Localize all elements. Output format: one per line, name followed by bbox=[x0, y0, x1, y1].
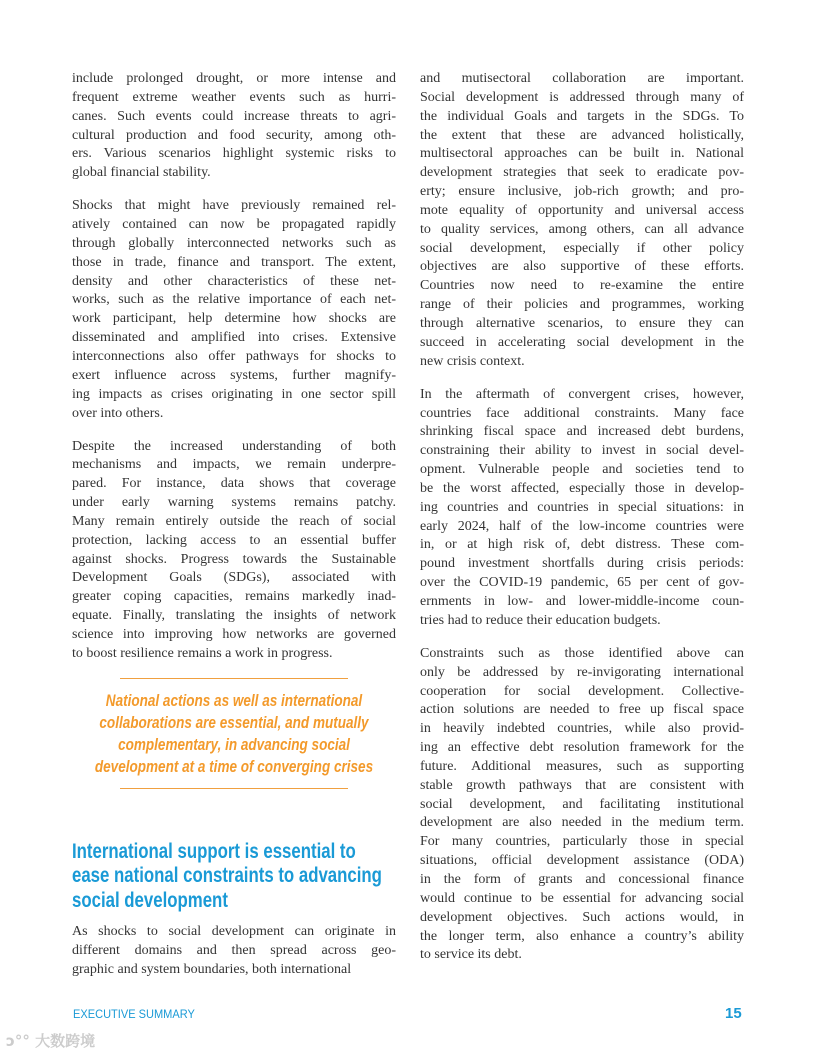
body-paragraph bbox=[72, 923, 396, 980]
left-column bbox=[72, 70, 396, 994]
body-paragraph bbox=[420, 645, 744, 965]
text-line: constraining their ability to invest in social devel- bbox=[420, 443, 744, 459]
text-line: work participant, help determine how shocks are bbox=[72, 311, 396, 327]
text-line: graphic and system boundaries, both international bbox=[72, 962, 352, 978]
body-paragraph bbox=[420, 70, 744, 372]
section-heading bbox=[72, 840, 396, 914]
pull-quote bbox=[72, 678, 396, 802]
text-line: frequent extreme weather events such as hurri- bbox=[72, 89, 396, 105]
text-line: disseminated and amplified into crises. Extensive bbox=[72, 330, 396, 346]
text-line: ing impacts as crises originating in one sector spill bbox=[72, 386, 396, 402]
text-line: multisectoral approaches can be built in. National bbox=[420, 146, 744, 162]
text-line: shrinking fiscal space and increased debt burdens, bbox=[420, 424, 744, 440]
section-heading-line: International support is essential to bbox=[72, 839, 356, 863]
body-paragraph bbox=[72, 197, 396, 423]
text-line: development are also needed in the medium term. bbox=[420, 815, 744, 831]
text-line: ing countries and countries in special situations: in bbox=[420, 499, 744, 515]
text-line: Social development is addressed through many of bbox=[420, 89, 744, 105]
body-paragraph bbox=[72, 70, 396, 183]
text-line: atively contained can now be propagated rapidly bbox=[72, 217, 396, 233]
text-line: Constraints such as those identified above can bbox=[420, 645, 744, 661]
text-line: countries face additional constraints. Many face bbox=[420, 405, 744, 421]
text-line: over into others. bbox=[72, 405, 164, 421]
body-paragraph bbox=[72, 438, 396, 664]
text-line: be the worst affected, especially those in develop- bbox=[420, 480, 744, 496]
right-column bbox=[420, 70, 744, 979]
text-line: to boost resilience remains a work in progress. bbox=[72, 645, 333, 661]
text-line: In the aftermath of convergent crises, however, bbox=[420, 386, 744, 402]
text-line: tries had to reduce their education budgets. bbox=[420, 612, 661, 628]
text-line: through alternative scenarios, to ensure they can bbox=[420, 315, 744, 331]
pull-quote-line: National actions as well as international bbox=[105, 691, 363, 710]
text-line: mote equality of opportunity and universal access bbox=[420, 202, 744, 218]
text-line: action solutions are needed to free up fiscal space bbox=[420, 702, 744, 718]
pull-quote-line: collaborations are essential, and mutually bbox=[99, 713, 369, 732]
text-line: For many countries, particularly those in special bbox=[420, 834, 744, 850]
text-line: equate. Finally, translating the insights of network bbox=[72, 608, 396, 624]
text-line: against shocks. Progress towards the Sustainable bbox=[72, 551, 396, 567]
watermark-text: 大数跨境 bbox=[35, 1032, 96, 1050]
pull-quote-line: development at a time of converging crises bbox=[94, 757, 374, 776]
text-line: pound investment shortfalls during crisis periods: bbox=[420, 556, 744, 572]
text-line: protection, lacking access to an essential buffer bbox=[72, 532, 396, 548]
text-line: stable growth pathways that are consistent with bbox=[420, 777, 744, 793]
text-line: in heavily indebted countries, while also provid- bbox=[420, 721, 744, 737]
text-line: over the COVID-19 pandemic, 65 per cent of gov- bbox=[420, 575, 744, 591]
text-line: greater coping capacities, remains markedly inad- bbox=[72, 589, 396, 605]
text-line: ers. Various scenarios highlight systemic risks to bbox=[72, 146, 396, 162]
text-line: density and other characteristics of these net- bbox=[72, 273, 396, 289]
text-line: range of their policies and programmes, working bbox=[420, 297, 744, 313]
text-line: under early warning systems remains patchy. bbox=[72, 495, 396, 511]
footer-section-label: EXECUTIVE SUMMARY bbox=[73, 1007, 195, 1021]
text-line: social development, and facilitating institutional bbox=[420, 796, 744, 812]
text-line: erty; ensure inclusive, job-rich growth; and pro- bbox=[420, 184, 744, 200]
text-line: include prolonged drought, or more intense and bbox=[72, 71, 396, 86]
body-paragraph bbox=[420, 386, 744, 631]
text-line: early 2024, half of the low-income countries were bbox=[420, 518, 744, 534]
text-line: to service its debt. bbox=[420, 947, 522, 963]
text-line: objectives are also supportive of these efforts. bbox=[420, 259, 744, 275]
text-line: through globally interconnected networks such as bbox=[72, 235, 396, 251]
text-line: future. Additional measures, such as supporting bbox=[420, 758, 744, 774]
text-line: social development, especially if other policy bbox=[420, 240, 744, 256]
text-line: the individual Goals and targets in the SDGs. To bbox=[420, 108, 744, 124]
text-line: canes. Such events could increase threats to agri- bbox=[72, 108, 396, 124]
text-line: global financial stability. bbox=[72, 165, 211, 181]
text-line: cultural production and food security, among oth- bbox=[72, 127, 396, 143]
text-line: ernments in low- and lower-middle-income coun- bbox=[420, 593, 744, 609]
text-line: only be addressed by re-invigorating international bbox=[420, 664, 744, 680]
text-line: cooperation for social development. Collective- bbox=[420, 683, 744, 699]
text-line: and mutisectoral collaboration are important. bbox=[420, 71, 744, 86]
pull-quote-line: complementary, in advancing social bbox=[118, 735, 350, 754]
text-line: Despite the increased understanding of both bbox=[72, 438, 396, 454]
text-line: Shocks that might have previously remained rel- bbox=[72, 198, 396, 214]
pull-quote-bottom-rule bbox=[120, 788, 348, 789]
text-line: ing an effective debt resolution framework for the bbox=[420, 740, 744, 756]
text-line: succeed in accelerating social development in the bbox=[420, 334, 744, 350]
text-line: opment. Vulnerable people and societies tend to bbox=[420, 462, 744, 478]
text-line: Many remain entirely outside the reach of social bbox=[72, 513, 396, 529]
text-line: those in trade, finance and transport. The extent, bbox=[72, 254, 396, 270]
watermark-logo: ↄ°° 大数跨境 bbox=[6, 1032, 96, 1050]
page-number: 15 bbox=[725, 1005, 742, 1022]
text-line: pared. For instance, data shows that coverage bbox=[72, 476, 396, 492]
text-line: As shocks to social development can originate in bbox=[72, 924, 396, 940]
text-line: in the form of grants and concessional finance bbox=[420, 871, 744, 887]
text-line: different domains and then spread across geo- bbox=[72, 943, 396, 959]
text-line: Development Goals (SDGs), associated with bbox=[72, 570, 396, 586]
text-line: development strategies that seek to eradicate pov- bbox=[420, 165, 744, 181]
text-line: the extent that these are advanced holistically, bbox=[420, 127, 744, 143]
text-line: the longer term, also enhance a country’s ability bbox=[420, 928, 744, 944]
text-line: exert influence across systems, further magnify- bbox=[72, 367, 396, 383]
text-line: to quality services, among others, can all advance bbox=[420, 221, 744, 237]
text-line: in, or at high risk of, debt distress. These com- bbox=[420, 537, 744, 553]
text-line: works, such as the relative importance of each net- bbox=[72, 292, 396, 308]
text-line: science into improving how networks are governed bbox=[72, 627, 396, 642]
section-heading-line: social development bbox=[72, 888, 228, 912]
text-line: new crisis context. bbox=[420, 353, 525, 369]
text-line: Countries now need to re-examine the entire bbox=[420, 278, 744, 294]
text-line: mechanisms and impacts, we remain underpre- bbox=[72, 457, 396, 473]
text-line: would continue to be essential for advancing social bbox=[420, 890, 744, 906]
text-line: situations, official development assistance (ODA) bbox=[420, 853, 744, 869]
text-line: interconnections also offer pathways for shocks to bbox=[72, 349, 396, 364]
pull-quote-top-rule bbox=[120, 678, 348, 679]
text-line: development objectives. Such actions would, in bbox=[420, 909, 744, 925]
section-heading-line: ease national constraints to advancing bbox=[72, 864, 382, 888]
